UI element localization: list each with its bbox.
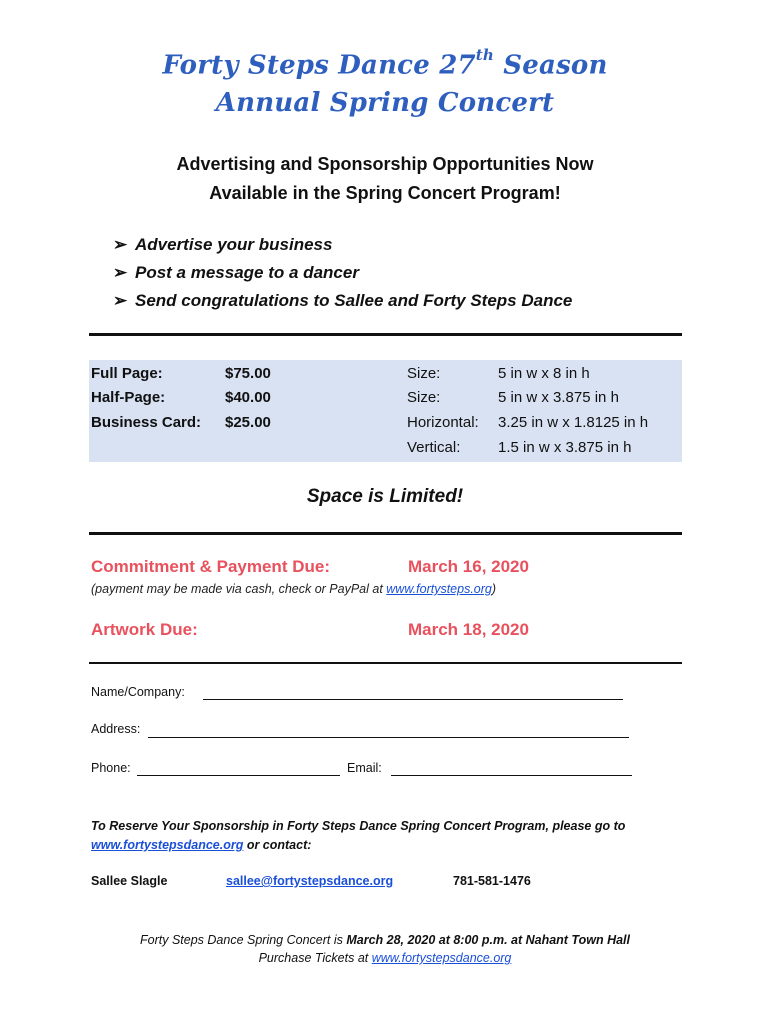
price-label: Half-Page: <box>91 389 166 406</box>
commitment-date: March 16, 2020 <box>408 557 529 576</box>
footer-event-details: March 28, 2020 at 8:00 p.m. at Nahant Town Hall <box>346 933 630 947</box>
address-label: Address: <box>91 722 141 736</box>
phone-label: Phone: <box>91 761 131 775</box>
arrow-icon: ➢ <box>113 291 128 310</box>
price-value: $75.00 <box>225 365 271 382</box>
divider <box>89 333 682 336</box>
phone-field[interactable] <box>137 775 340 776</box>
reserve-suffix: or contact: <box>243 838 312 852</box>
headline-line-1: Advertising and Sponsorship Opportunities Now <box>176 154 594 174</box>
bullet-item <box>113 287 572 315</box>
arrow-icon: ➢ <box>113 263 128 282</box>
title-text-1: Forty Steps Dance 27 <box>162 50 476 81</box>
price-value: $25.00 <box>225 414 271 431</box>
artwork-label: Artwork Due: <box>91 620 198 639</box>
divider <box>89 532 682 535</box>
divider <box>89 662 682 664</box>
arrow-icon: ➢ <box>113 235 128 254</box>
name-company-label: Name/Company: <box>91 685 185 699</box>
bullet-item <box>113 259 572 287</box>
size-label: Size: <box>407 389 441 406</box>
name-company-field[interactable] <box>203 699 623 700</box>
bullet-text: Send congratulations to Sallee and Forty Steps Dance <box>135 291 573 310</box>
title-superscript: th <box>475 46 495 64</box>
contact-email-link[interactable]: sallee@fortystepsdance.org <box>226 874 394 888</box>
bullet-text: Advertise your business <box>135 235 333 254</box>
title-text-2: Season <box>494 50 608 81</box>
space-limited-notice: Space is Limited! <box>306 486 464 507</box>
footer-event-line <box>0 931 770 949</box>
headline-line-2: Available in the Spring Concert Program! <box>209 183 561 203</box>
tickets-link[interactable]: www.fortystepsdance.org <box>371 951 512 965</box>
email-field[interactable] <box>391 775 632 776</box>
footer-tickets-line <box>0 949 770 967</box>
size-value: 1.5 in w x 3.875 in h <box>498 439 632 456</box>
footer-tickets-text: Purchase Tickets at <box>258 951 372 965</box>
bullet-text: Post a message to a dancer <box>135 263 359 282</box>
contact-name: Sallee Slagle <box>91 874 168 888</box>
title-line-2: Annual Spring Concert <box>215 88 555 118</box>
size-value: 5 in w x 8 in h <box>498 365 590 382</box>
title-line-1 <box>0 46 770 81</box>
bullet-item <box>113 231 572 259</box>
payment-note-text: (payment may be made via cash, check or PayPal at <box>91 582 387 596</box>
price-label: Full Page: <box>91 365 163 382</box>
bullet-list <box>113 231 572 315</box>
contact-phone: 781-581-1476 <box>453 874 531 888</box>
address-field[interactable] <box>148 737 629 738</box>
email-label: Email: <box>347 761 382 775</box>
fortysteps-link[interactable]: www.fortysteps.org <box>386 582 492 596</box>
payment-note-suffix: ) <box>491 582 497 596</box>
pricing-table <box>89 360 682 462</box>
fortystepsdance-link[interactable]: www.fortystepsdance.org <box>91 838 244 852</box>
size-value: 3.25 in w x 1.8125 in h <box>498 414 649 431</box>
price-value: $40.00 <box>225 389 271 406</box>
size-label: Size: <box>407 365 441 382</box>
payment-note <box>91 582 496 596</box>
price-label: Business Card: <box>91 414 202 431</box>
commitment-label: Commitment & Payment Due: <box>91 557 330 576</box>
reserve-text: To Reserve Your Sponsorship in Forty Steps Dance Spring Concert Program, please go to <box>91 819 626 833</box>
size-label: Horizontal: <box>407 414 479 431</box>
size-value: 5 in w x 3.875 in h <box>498 389 619 406</box>
artwork-date: March 18, 2020 <box>408 620 529 639</box>
reserve-instructions <box>91 817 691 855</box>
footer-text: Forty Steps Dance Spring Concert is <box>140 933 347 947</box>
size-label: Vertical: <box>407 439 461 456</box>
